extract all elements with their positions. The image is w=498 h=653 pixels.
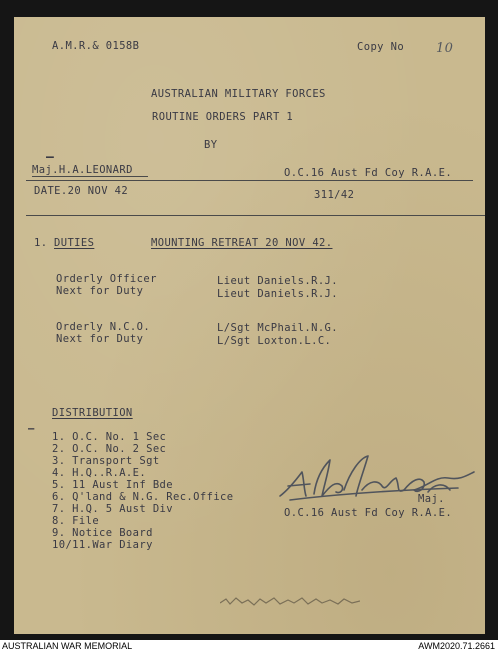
distribution-item: 5. 11 Aust Inf Bde [52,479,173,491]
distribution-item: 8. File [52,515,100,527]
section-subtitle: MOUNTING RETREAT 20 NOV 42. [151,237,333,249]
handwritten-signature [278,450,478,510]
duty-role: Next for Duty [56,285,144,297]
distribution-item: 9. Notice Board [52,527,153,539]
distribution-item: 4. H.Q..R.A.E. [52,467,147,479]
signature-unit: O.C.16 Aust Fd Coy R.A.E. [284,507,453,519]
duty-role: Orderly N.C.O. [56,321,151,333]
distribution-item: 1. O.C. No. 1 Sec [52,431,167,443]
margin-mark: – [46,150,55,165]
distribution-title: DISTRIBUTION [52,407,133,419]
header-rule-2 [26,215,485,216]
footer-institution: AUSTRALIAN WAR MEMORIAL [2,641,133,651]
heading-forces: AUSTRALIAN MILITARY FORCES [151,88,326,100]
duty-role: Next for Duty [56,333,144,345]
duty-name: Lieut Daniels.R.J. [217,288,338,300]
duty-role: Orderly Officer [56,273,157,285]
section-number: 1. [34,237,48,249]
distribution-item: 2. O.C. No. 2 Sec [52,443,167,455]
distribution-item: 10/11.War Diary [52,539,153,551]
duty-name: Lieut Daniels.R.J. [217,275,338,287]
footer-accession-number: AWM2020.71.2661 [418,641,495,651]
paper-tear-mark [220,595,360,607]
distribution-item: 6. Q'land & N.G. Rec.Office [52,491,234,503]
copy-number-handwritten: 10 [436,41,454,56]
heading-routine-orders: ROUTINE ORDERS PART 1 [152,111,294,123]
officer-name: Maj.H.A.LEONARD [32,164,133,176]
order-number: 311/42 [314,189,355,201]
order-date: DATE.20 NOV 42 [34,185,129,197]
section-title: DUTIES [54,237,95,249]
duty-name: L/Sgt Loxton.L.C. [217,335,332,347]
header-rule-1 [26,180,473,181]
reference-number: A.M.R.& 0158B [52,40,140,52]
margin-mark: – [28,423,35,435]
distribution-item: 3. Transport Sgt [52,455,160,467]
distribution-item: 7. H.Q. 5 Aust Div [52,503,173,515]
heading-by: BY [204,139,218,151]
signature-rank: Maj. [418,493,445,505]
duty-name: L/Sgt McPhail.N.G. [217,322,338,334]
unit-name: O.C.16 Aust Fd Coy R.A.E. [284,167,453,179]
copy-label: Copy No [357,41,405,53]
document-page [14,17,485,634]
officer-underline [32,176,148,177]
